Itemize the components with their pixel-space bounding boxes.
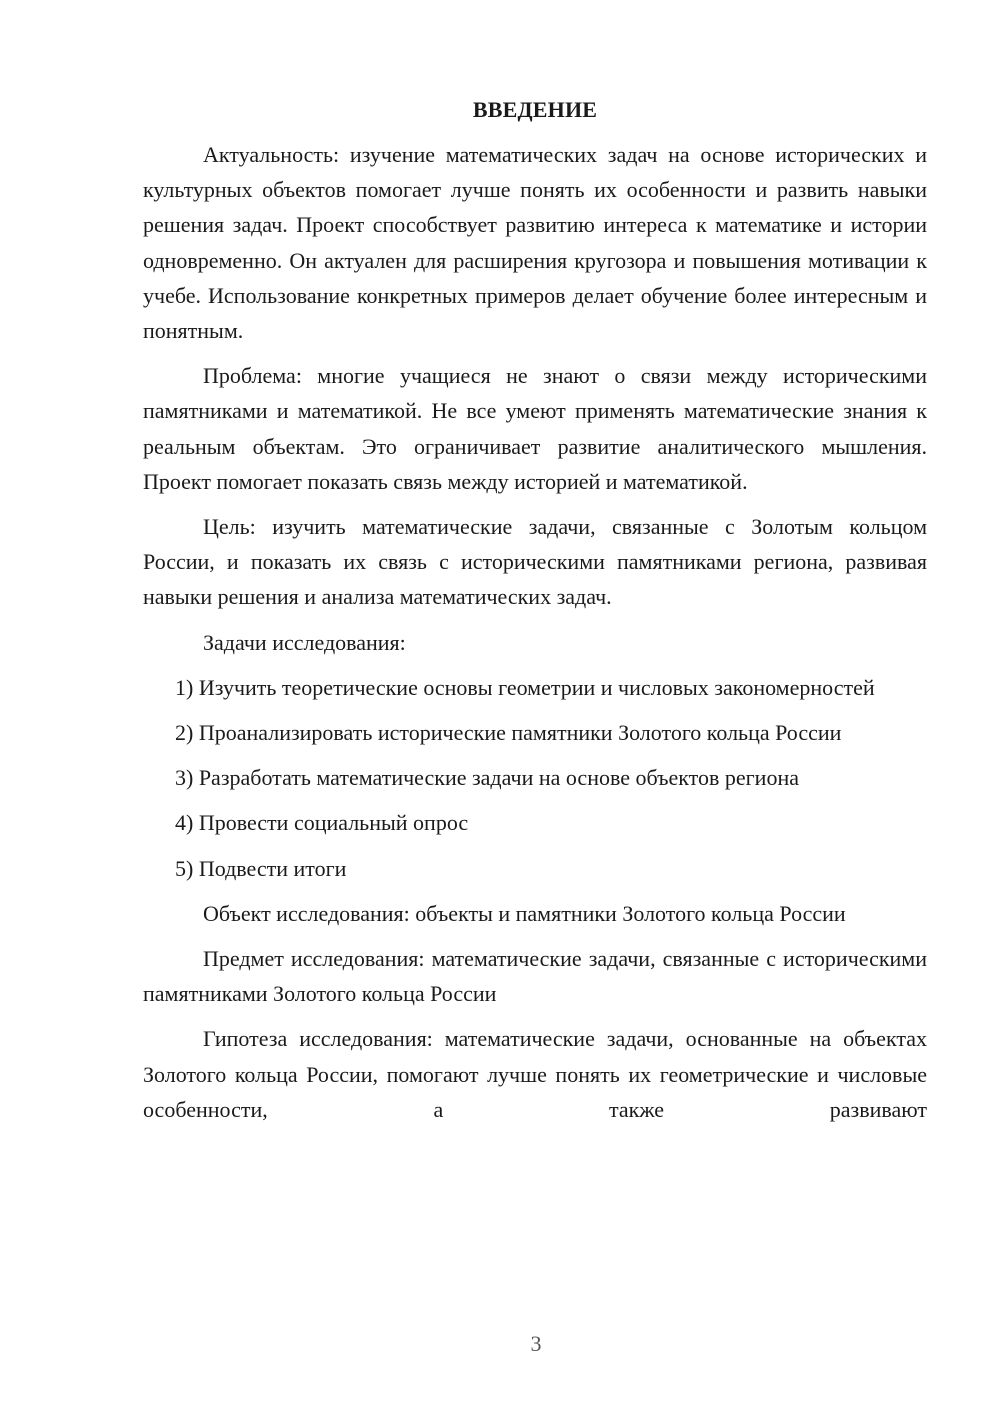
problem-paragraph: Проблема: многие учащиеся не знают о связи между историческими памятниками и математикой. Не все умеют применять математические знания к реальным объектам. Это ограничивает развитие аналитического мышления. Проект помогает показать связь между историей и математикой. — [143, 363, 927, 494]
relevance-paragraph: Актуальность: изучение математических задач на основе исторических и культурных объектов помогает лучше понять их особенности и развить навыки решения задач. Проект способствует развитию интереса к математике и истории одновременно. Он актуален для расширения кругозора и повышения мотивации к учебе. Использование конкретных примеров делает обучение более интересным и понятным. — [143, 142, 927, 344]
document-page — [143, 92, 927, 1137]
goal-paragraph: Цель: изучить математические задачи, связанные с Золотым кольцом России, и показать их связь с историческими памятниками региона, развивая навыки решения и анализа математических задач. — [143, 514, 927, 610]
object-paragraph: Объект исследования: объекты и памятники Золотого кольца России — [203, 900, 846, 926]
tasks-heading: Задачи исследования: — [203, 629, 406, 655]
task-item: 5) Подвести итоги — [175, 855, 347, 881]
task-item: 2) Проанализировать исторические памятники Золотого кольца России — [175, 720, 842, 746]
task-item: 1) Изучить теоретические основы геометрии и числовых закономерностей — [175, 674, 875, 700]
subject-paragraph: Предмет исследования: математические задачи, связанные с историческими памятниками Золотого кольца России — [143, 946, 927, 1007]
page-number: 3 — [530, 1331, 542, 1356]
hypothesis-paragraph: Гипотеза исследования: математические задачи, основанные на объектах Золотого кольца России, помогают лучше понять их геометрические и числовые особенности, а также развивают — [143, 1026, 927, 1122]
section-title: ВВЕДЕНИЕ — [472, 97, 598, 122]
task-item: 3) Разработать математические задачи на основе объектов региона — [175, 765, 799, 791]
task-item: 4) Провести социальный опрос — [175, 810, 469, 836]
